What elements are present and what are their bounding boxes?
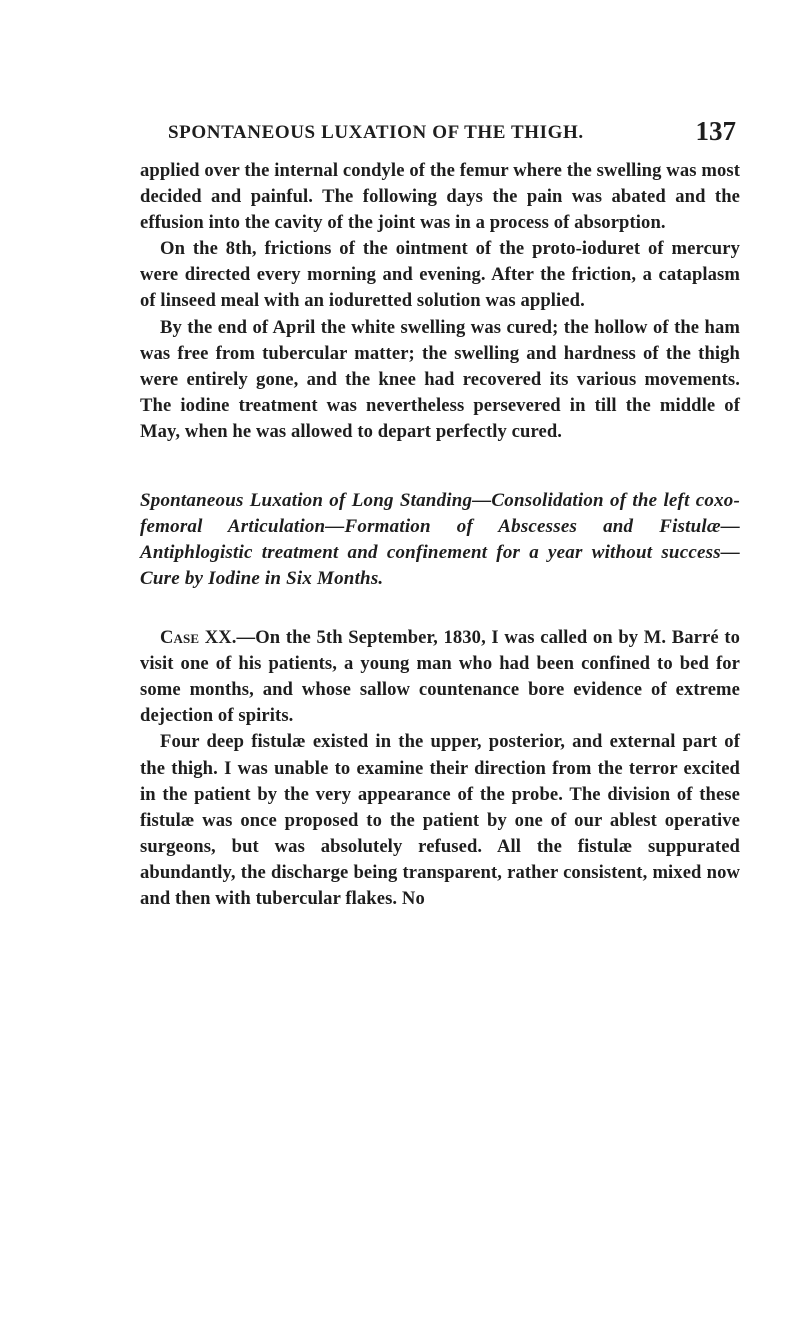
paragraph-continuation: applied over the internal condyle of the femur where the swelling was most decided and painful. The following days the pain was abated and the effusion into the cavity of the joint was in a process of absorption. bbox=[140, 160, 740, 234]
paragraph-cure: By the end of April the white swelling was cured; the hollow of the ham was free from tubercular matter; the swelling and hardness of the thigh were entirely gone, and the knee had recovered its various movements. The iodine treatment was nevertheless persevered in till the middle of May, when he was allowed to depart perfectly cured. bbox=[140, 316, 740, 442]
page-number: 137 bbox=[695, 116, 736, 146]
paragraph-fistulae: Four deep fistulæ existed in the upper, posterior, and external part of the thigh. I was unable to examine their direction from the terror excited in the patient by the very appearance of the probe. The division of these fistulæ was once proposed to the patient by one of our ablest operative surgeons, but was absolutely refused. All the fistulæ suppurated abundantly, the discharge being transparent, rather consistent, mixed now and then with tubercular flakes. No bbox=[140, 731, 740, 909]
running-head bbox=[140, 116, 740, 150]
case-label: Case XX. bbox=[160, 627, 237, 649]
paragraph-frictions: On the 8th, frictions of the ointment of the proto-ioduret of mercury were directed every morning and evening. After the friction, a cataplasm of linseed meal with an ioduretted solution was applied. bbox=[140, 238, 740, 312]
body-text bbox=[140, 158, 740, 912]
case-heading: Spontaneous Luxation of Long Standing—Consolidation of the left coxo-femoral Articulation—Formation of Abscesses and Fistulæ—Antiphlogistic treatment and confinement for a year without success—Cure by Iodine in Six Months. bbox=[140, 490, 740, 590]
case-intro-text: —On the 5th September, 1830, I was called on by M. Barré to visit one of his patients, a young man who had been confined to bed for some months, and whose sallow countenance bore evidence of extreme dejection of spirits. bbox=[140, 627, 741, 727]
paragraph-case-intro bbox=[140, 625, 740, 729]
running-title: SPONTANEOUS LUXATION OF THE THIGH. bbox=[168, 122, 584, 143]
